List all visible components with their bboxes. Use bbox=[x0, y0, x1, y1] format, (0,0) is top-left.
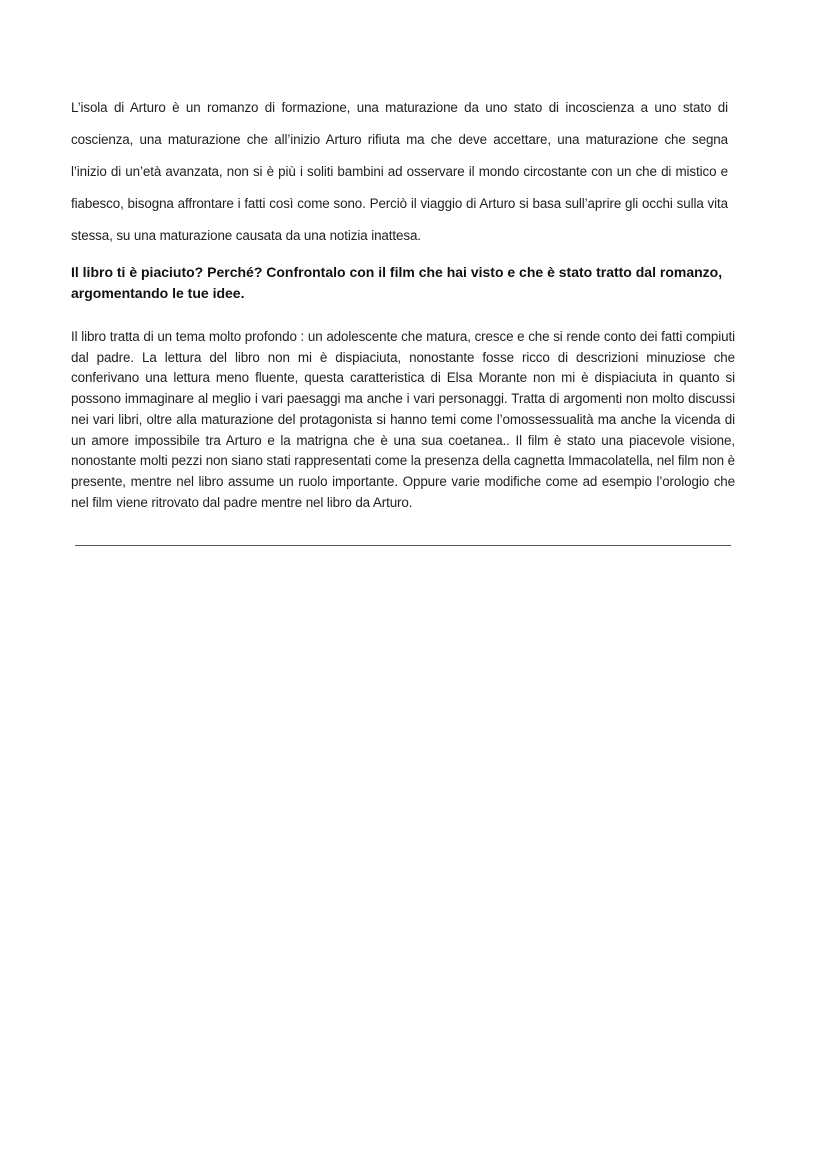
horizontal-rule bbox=[75, 545, 731, 546]
paragraph-answer: Il libro tratta di un tema molto profondo : un adolescente che matura, cresce e che si rende conto dei fatti compiuti dal padre. La lettura del libro non mi è dispiaciuta, nonostante fosse ricco di descrizioni minuziose che conferivano una lettura meno fluente, questa caratteristica di Elsa Morante non mi è dispiaciuta in quanto si possono immaginare al meglio i vari paesaggi ma anche i vari personaggi. Tratta di argomenti non molto discussi nei vari libri, oltre alla maturazione del protagonista si hanno temi come l’omossessualità ma anche la vicenda di un amore impossibile tra Arturo e la matrigna che è una sua coetanea.. Il film è stato una piacevole visione, nonostante molti pezzi non siano stati rappresentati come la presenza della cagnetta Immacolatella, nel film non è presente, mentre nel libro assume un ruolo importante. Oppure varie modifiche come ad esempio l’orologio che nel film viene ritrovato dal padre mentre nel libro da Arturo. bbox=[71, 329, 735, 510]
question-heading: Il libro ti è piaciuto? Perché? Confrontalo con il film che hai visto e che è stato tratto dal romanzo, argomentando le tue idee. bbox=[71, 264, 723, 301]
paragraph-intro: L’isola di Arturo è un romanzo di formazione, una maturazione da uno stato di incoscienza a uno stato di coscienza, una maturazione che all’inizio Arturo rifiuta ma che deve accettare, una maturazione che segna l’inizio di un’età avanzata, non si è più i soliti bambini ad osservare il mondo circostante con un che di mistico e fiabesco, bisogna affrontare i fatti così come sono. Perciò il viaggio di Arturo si basa sull’aprire gli occhi sulla vita stessa, su una maturazione causata da una notizia inattesa. bbox=[71, 100, 728, 243]
